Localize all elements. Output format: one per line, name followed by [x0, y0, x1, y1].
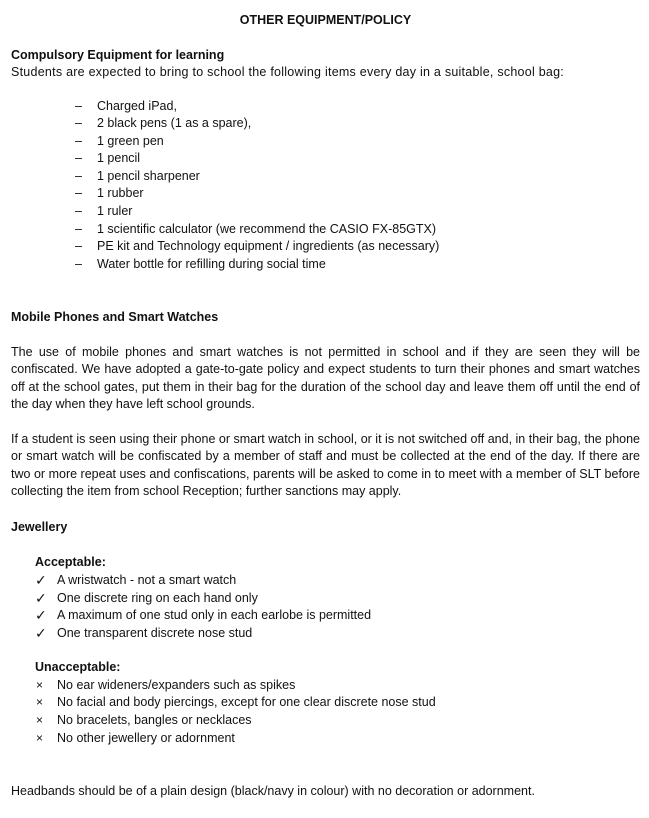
- cross-icon: ×: [36, 730, 44, 745]
- acceptable-list: [11, 572, 640, 642]
- policy-document: [11, 12, 640, 801]
- unacceptable-list: [11, 677, 640, 747]
- cross-icon: ×: [36, 713, 44, 727]
- dash-bullet-icon: –: [75, 98, 82, 113]
- spacer: [11, 273, 640, 309]
- list-item: – Charged iPad,: [75, 98, 640, 116]
- headbands-paragraph: Headbands should be of a plain design (black/navy in colour) with no decoration or adornment.: [11, 784, 535, 799]
- list-item: – 1 scientific calculator (we recommend the CASIO FX-85GTX): [75, 221, 640, 239]
- list-item: ✓ A maximum of one stud only in each earlobe is permitted: [35, 607, 372, 624]
- cross-icon: ×: [36, 677, 44, 692]
- spacer: [11, 642, 640, 659]
- list-item: – 1 pencil: [75, 150, 640, 168]
- list-item: × No facial and body piercings, except for one clear discrete nose stud: [35, 694, 640, 712]
- spacer: [11, 536, 640, 554]
- list-item: – 2 black pens (1 as a spare),: [75, 115, 640, 133]
- phones-paragraph-1: The use of mobile phones and smart watches is not permitted in school and if they are seen they will be confiscated. We have adopted a gate-to-gate policy and expect students to turn their phones and smart watches off at the school gates, put them in their bag for the duration of the school day and leave them off until the end of the day when they have left school grounds.: [11, 344, 640, 412]
- list-item: ✓ A wristwatch - not a smart watch: [35, 571, 237, 588]
- dash-bullet-icon: –: [75, 186, 82, 201]
- list-item: – 1 rubber: [75, 185, 640, 203]
- spacer: [11, 327, 640, 344]
- list-item: – PE kit and Technology equipment / ingredients (as necessary): [75, 238, 640, 256]
- equipment-intro: Students are expected to bring to school the following items every day in a suitable, school bag:: [11, 65, 565, 79]
- cross-icon: ×: [36, 695, 44, 710]
- spacer: [11, 414, 640, 431]
- page-title: OTHER EQUIPMENT/POLICY: [239, 13, 412, 27]
- list-item: × No bracelets, bangles or necklaces: [35, 712, 640, 730]
- list-item: × No ear wideners/expanders such as spikes: [35, 677, 640, 695]
- dash-bullet-icon: –: [75, 168, 82, 183]
- list-item: – Water bottle for refilling during social time: [75, 256, 640, 274]
- acceptable-heading: Acceptable:: [35, 555, 106, 570]
- dash-bullet-icon: –: [75, 116, 82, 131]
- unacceptable-heading: Unacceptable:: [35, 660, 121, 675]
- check-icon: ✓: [35, 571, 47, 588]
- phones-paragraph-2: If a student is seen using their phone or smart watch in school, or it is not switched off and, in their bag, the phone or smart watch will be confiscated by a member of staff and must be collected at the end of the day. If there are two or more repeat uses and confiscations, parents will be asked to come in to meet with a member of SLT before collecting the item from school Reception; further sanctions may apply.: [11, 431, 640, 499]
- spacer: [11, 501, 640, 519]
- dash-bullet-icon: –: [75, 133, 82, 148]
- phones-heading: Mobile Phones and Smart Watches: [11, 310, 219, 325]
- equipment-list: [11, 98, 640, 274]
- list-item: – 1 pencil sharpener: [75, 168, 640, 186]
- spacer: [11, 747, 640, 783]
- list-item: – 1 green pen: [75, 133, 640, 151]
- check-icon: ✓: [35, 607, 47, 624]
- dash-bullet-icon: –: [75, 204, 82, 219]
- list-item: ✓ One discrete ring on each hand only: [35, 589, 258, 606]
- dash-bullet-icon: –: [75, 151, 82, 166]
- list-item: ✓ One transparent discrete nose stud: [35, 624, 253, 641]
- list-item: – 1 ruler: [75, 203, 640, 221]
- check-icon: ✓: [35, 589, 47, 606]
- dash-bullet-icon: –: [75, 239, 82, 254]
- dash-bullet-icon: –: [75, 256, 82, 271]
- jewellery-heading: Jewellery: [11, 519, 68, 534]
- equipment-heading: Compulsory Equipment for learning: [11, 47, 225, 62]
- dash-bullet-icon: –: [75, 221, 82, 236]
- list-item: × No other jewellery or adornment: [35, 730, 640, 748]
- check-icon: ✓: [35, 624, 47, 641]
